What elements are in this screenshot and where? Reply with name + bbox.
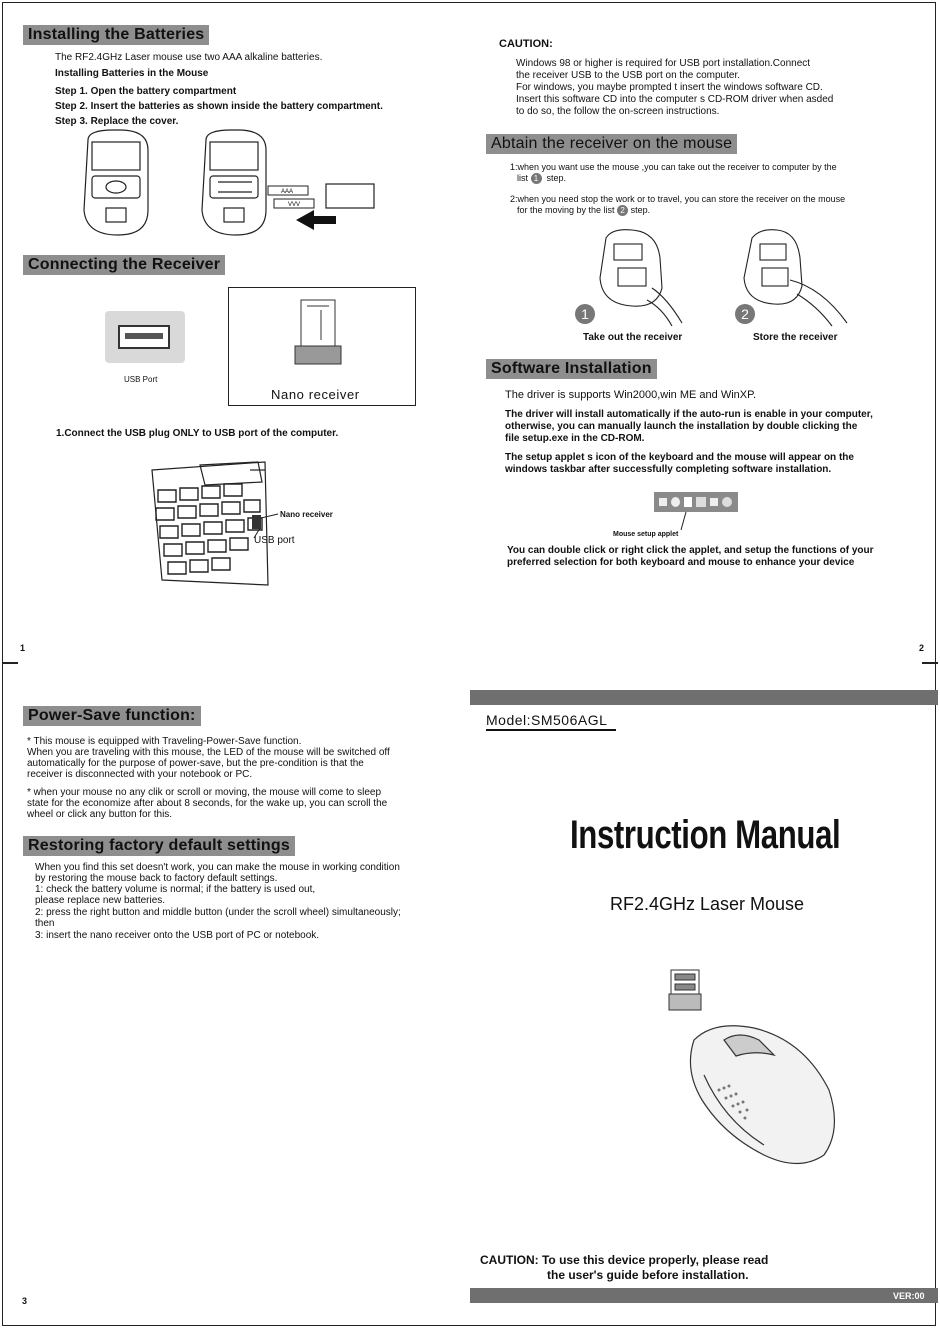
cover-caution-line-2: the user's guide before installation. — [547, 1268, 749, 1282]
fold-mark-right — [922, 662, 938, 664]
step-1-badge: 1 — [531, 173, 542, 184]
figure-1-badge: 1 — [575, 304, 595, 324]
cover-top-bar — [470, 690, 938, 705]
caution-line-3: For windows, you maybe prompted t insert the windows software CD. — [516, 82, 823, 93]
software-p2-line-2: otherwise, you can manually launch the installation by double clicking the — [505, 421, 858, 432]
receiver-heading: Connecting the Receiver — [23, 255, 225, 275]
manual-title: Instruction Manual — [570, 813, 841, 857]
figure-2-badge: 2 — [735, 304, 755, 324]
power-p1-line-3: automatically for the purpose of power-save, but the pre-condition is that the — [27, 758, 364, 769]
caption-store: Store the receiver — [753, 332, 838, 343]
restore-line-4: please replace new batteries. — [35, 895, 166, 906]
laser-mouse-image — [684, 1020, 844, 1170]
fold-mark-left — [2, 662, 18, 664]
restore-line-3: 1: check the battery volume is normal; if the battery is used out, — [35, 884, 316, 895]
power-p1-line-4: receiver is disconnected with your notebook or PC. — [27, 769, 253, 780]
page-number-3: 3 — [22, 1296, 28, 1306]
nano-receiver-callout: Nano receiver — [280, 510, 333, 519]
caution-line-4: Insert this software CD into the computer s CD-ROM driver when asded — [516, 94, 834, 105]
software-p3-line-1: The setup applet s icon of the keyboard and the mouse will appear on the — [505, 452, 854, 463]
aaa-label: AAA — [281, 189, 294, 195]
software-p2-line-1: The driver will install automatically if the auto-run is enable in your computer, — [505, 409, 873, 420]
laptop-keyboard-illustration — [150, 460, 350, 590]
software-p4-line-1: You can double click or right click the applet, and setup the functions of your — [507, 545, 874, 556]
taskbar-applet-strip — [654, 492, 738, 512]
step-2-badge: 2 — [617, 205, 628, 216]
batteries-heading: Installing the Batteries — [23, 25, 209, 45]
obtain-item-1a: 1:when you want use the mouse ,you can take out the receiver to computer by the — [510, 162, 837, 172]
product-subtitle: RF2.4GHz Laser Mouse — [610, 894, 805, 914]
restore-line-2: by restoring the mouse back to factory default settings. — [35, 873, 278, 884]
power-p2-line-3: wheel or click any button for this. — [27, 809, 173, 820]
batteries-subtitle: Installing Batteries in the Mouse — [55, 68, 209, 79]
obtain-item-1b: list 1 step. — [517, 173, 567, 184]
batteries-step-1: Step 1. Open the battery compartment — [55, 86, 237, 97]
batteries-step-2: Step 2. Insert the batteries as shown inside the battery compartment. — [55, 101, 383, 112]
nano-receiver-icon — [667, 970, 703, 1012]
caution-line-2: the receiver USB to the USB port on the computer. — [516, 70, 741, 81]
applet-label: Mouse setup applet — [613, 531, 679, 538]
cover-bottom-bar — [470, 1288, 938, 1303]
page-number-2: 2 — [919, 643, 925, 653]
batteries-intro: The RF2.4GHz Laser mouse use two AAA alkaline batteries. — [55, 52, 323, 63]
caution-heading: CAUTION: — [499, 38, 553, 50]
receiver-mouse-illustrations — [592, 228, 862, 326]
cover-caution-line-1: CAUTION: To use this device properly, please read — [480, 1253, 769, 1267]
caution-line-1: Windows 98 or higher is required for USB port installation.Connect — [516, 58, 811, 69]
power-p2-line-1: * when your mouse no any clik or scroll or moving, the mouse will come to sleep — [27, 787, 382, 798]
usb-port-callout: USB port — [254, 535, 295, 546]
nano-receiver-image — [293, 300, 353, 368]
caption-take-out: Take out the receiver — [583, 332, 683, 343]
nano-receiver-box — [228, 287, 416, 406]
restore-heading: Restoring factory default settings — [23, 836, 295, 856]
mouse-applet-icon — [684, 497, 692, 507]
restore-line-5: 2: press the right button and middle button (under the scroll wheel) simultaneously; — [35, 907, 401, 918]
battery-label: VVV — [288, 202, 301, 208]
power-p1-line-1: * This mouse is equipped with Traveling-Power-Save function. — [27, 736, 302, 747]
obtain-heading: Abtain the receiver on the mouse — [486, 134, 737, 154]
model-underline — [486, 729, 616, 731]
battery-install-illustration — [78, 130, 378, 240]
left-arrow-icon — [296, 210, 336, 230]
restore-line-6: then — [35, 918, 55, 929]
power-p2-line-2: state for the economize after about 8 seconds, for the wake up, you can scroll the — [27, 798, 388, 809]
software-p4-line-2: preferred selection for both keyboard and mouse to enhance your device — [507, 557, 855, 568]
nano-receiver-label: Nano receiver — [271, 387, 360, 402]
restore-line-1: When you find this set doesn't work, you can make the mouse in working condition — [35, 862, 400, 873]
software-heading: Software Installation — [486, 359, 657, 379]
version-label: VER:00 — [893, 1291, 925, 1301]
usb-port-label: USB Port — [124, 375, 158, 384]
caution-line-5: to do so, the follow the on-screen instructions. — [516, 106, 720, 117]
receiver-instruction: 1.Connect the USB plug ONLY to USB port of the computer. — [56, 428, 339, 439]
obtain-item-2b: for the moving by the list 2 step. — [517, 205, 651, 216]
page-number-1: 1 — [20, 643, 26, 653]
software-line-1: The driver is supports Win2000,win ME and WinXP. — [505, 389, 757, 401]
model-number: Model:SM506AGL — [486, 712, 608, 728]
batteries-step-3: Step 3. Replace the cover. — [55, 116, 179, 127]
power-p1-line-2: When you are traveling with this mouse, the LED of the mouse will be switched off — [27, 747, 390, 758]
software-p3-line-2: windows taskbar after successfully completing software installation. — [505, 464, 832, 475]
usb-port-illustration — [105, 311, 185, 363]
power-save-heading: Power-Save function: — [23, 706, 201, 726]
software-p2-line-3: file setup.exe in the CD-ROM. — [505, 433, 645, 444]
restore-line-7: 3: insert the nano receiver onto the USB port of PC or notebook. — [35, 930, 320, 941]
obtain-item-2a: 2:when you need stop the work or to travel, you can store the receiver on the mouse — [510, 194, 846, 204]
